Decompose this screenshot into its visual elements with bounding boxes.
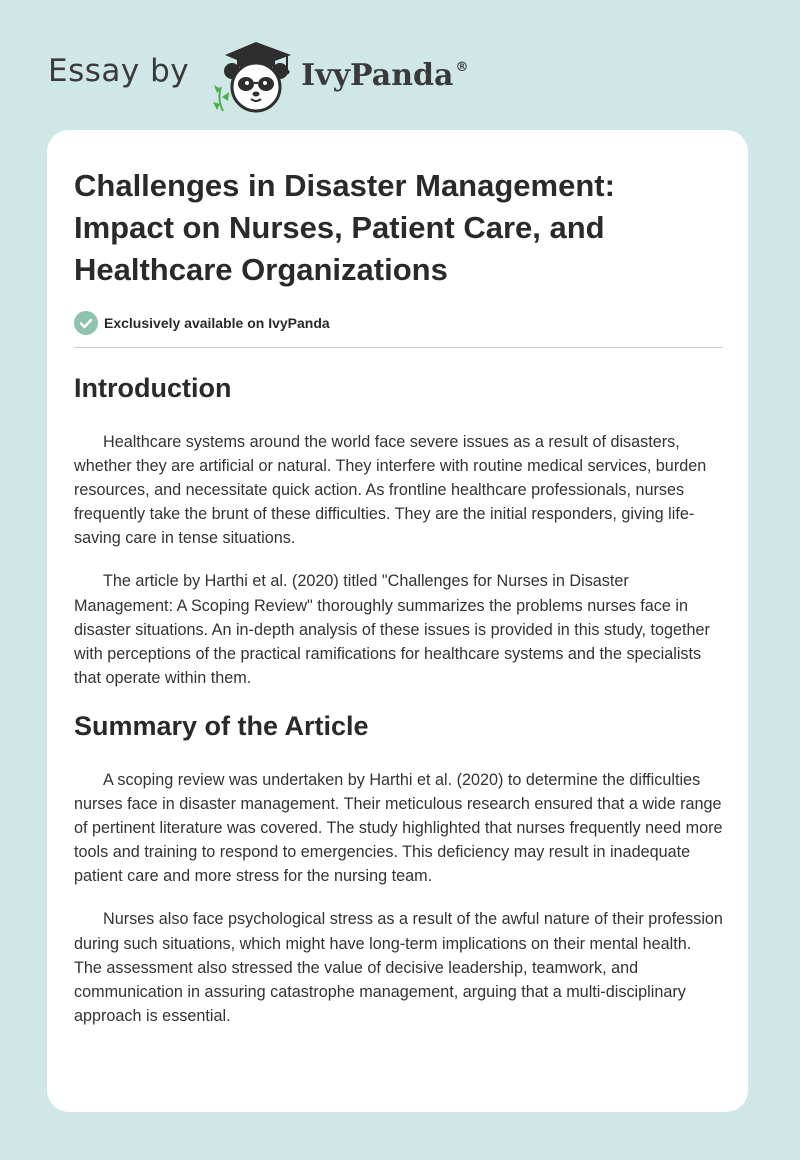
summary-paragraph-2: Nurses also face psychological stress as a result of the awful nature of their profession during such situations, which might have long-term implications on their mental health. The assessment also stressed the value of decisive leadership, teamwork, and communication in assuring catastrophe management, arguing that a multi-disciplinary approach is essential.	[74, 910, 723, 1025]
essay-by-label: Essay by	[48, 53, 190, 89]
registered-mark: ®	[455, 59, 469, 75]
section-heading-introduction: Introduction	[74, 373, 232, 403]
section-heading-summary: Summary of the Article	[74, 710, 369, 741]
intro-paragraph-1: Healthcare systems around the world face severe issues as a result of disasters, whether they are artificial or natural. They interfere with routine medical services, burden resources, and necessitate quick action. As frontline healthcare professionals, nurses frequently take the brunt of these difficulties. They are the initial responders, giving life-saving care in tense situations.	[74, 433, 707, 548]
exclusive-badge	[74, 310, 723, 336]
ivypanda-logo-icon[interactable]	[207, 37, 299, 115]
check-badge-icon	[74, 311, 98, 335]
site-header	[48, 36, 468, 116]
essay-content	[74, 165, 723, 1028]
brand-name[interactable]: IvyPanda ®	[301, 57, 469, 93]
summary-paragraph-1: A scoping review was undertaken by Harthi et al. (2020) to determine the difficulties nurses face in disaster management. Their meticulous research ensured that a wide range of pertinent literature was covered. The study highlighted that nurses frequently need more tools and training to respond to emergencies. This deficiency may result in inadequate patient care and more stress for the nursing team.	[74, 770, 723, 886]
page-title: Challenges in Disaster Management: Impact on Nurses, Patient Care, and Healthcare Organizations	[74, 168, 615, 287]
intro-paragraph-2: The article by Harthi et al. (2020) titled "Challenges for Nurses in Disaster Management: A Scoping Review" thoroughly summarizes the problems nurses face in disaster situations. An in-depth analysis of these issues is provided in this study, together with perceptions of the practical ramifications for healthcare systems and the specialists that operate within them.	[74, 572, 710, 687]
exclusive-label: Exclusively available on IvyPanda	[104, 315, 330, 331]
essay-card	[47, 130, 748, 1112]
title-divider	[74, 347, 723, 348]
